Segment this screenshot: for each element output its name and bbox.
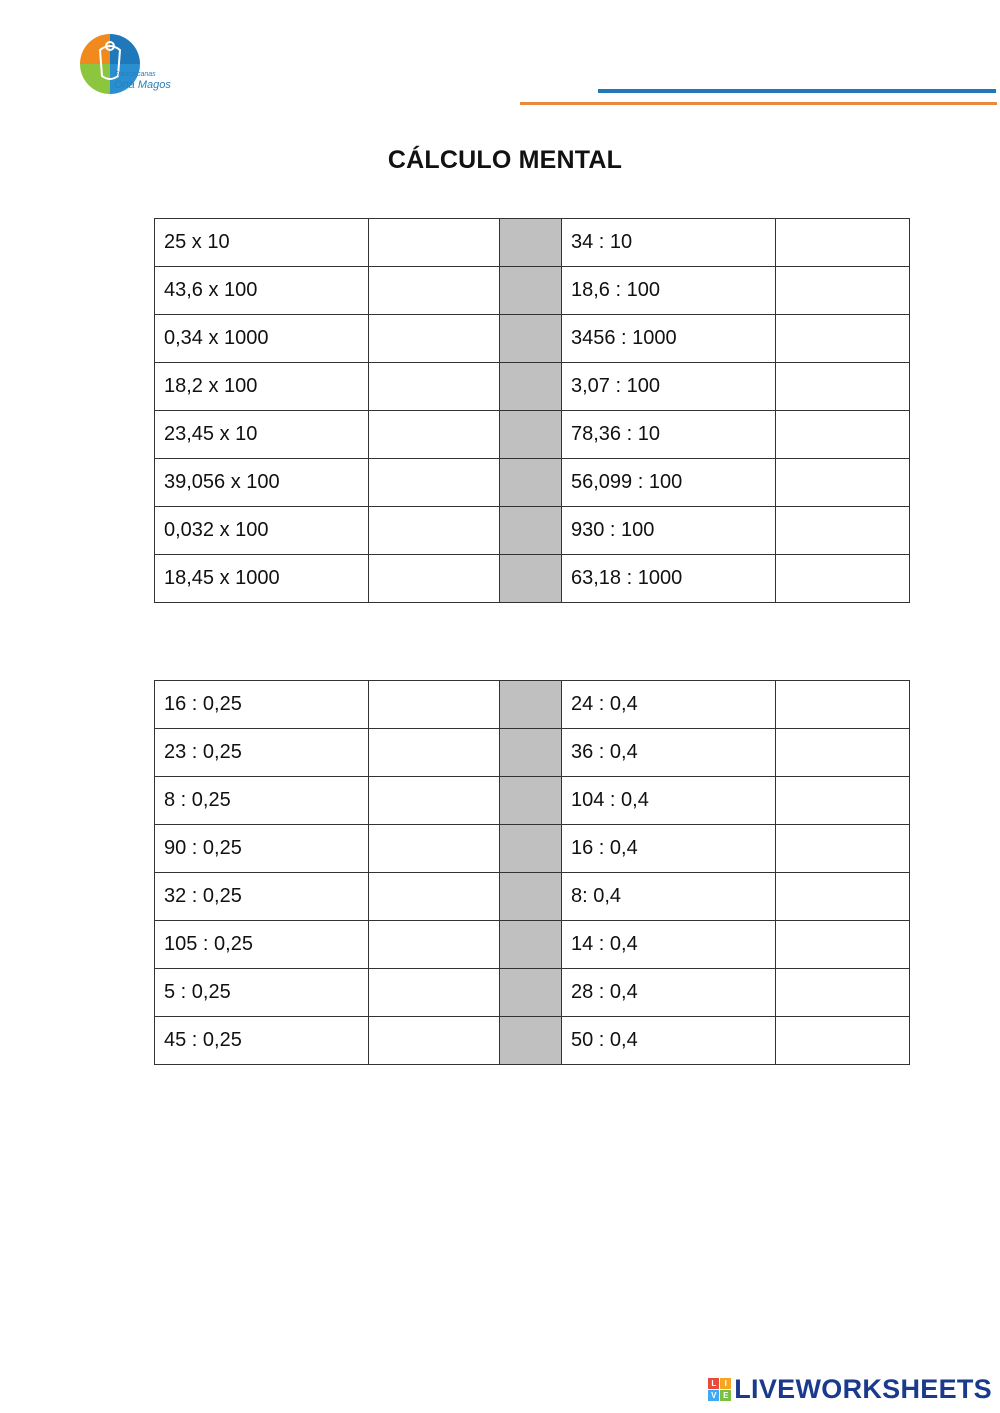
answer-left[interactable] <box>369 507 500 555</box>
school-logo <box>78 32 171 96</box>
table-row <box>155 555 910 603</box>
answer-right[interactable] <box>776 459 910 507</box>
operation-left: 43,6 x 100 <box>155 267 369 315</box>
operation-right: 8: 0,4 <box>562 873 776 921</box>
operation-left: 45 : 0,25 <box>155 1017 369 1065</box>
operation-right: 104 : 0,4 <box>562 777 776 825</box>
answer-right[interactable] <box>776 315 910 363</box>
operation-right: 34 : 10 <box>562 219 776 267</box>
separator-cell <box>500 921 562 969</box>
operation-left: 18,2 x 100 <box>155 363 369 411</box>
badge-letter: E <box>720 1390 731 1401</box>
operation-left: 18,45 x 1000 <box>155 555 369 603</box>
operation-left: 8 : 0,25 <box>155 777 369 825</box>
logo-text <box>114 70 171 90</box>
table-row <box>155 921 910 969</box>
table-row <box>155 1017 910 1065</box>
answer-right[interactable] <box>776 363 910 411</box>
logo-line1: Franciscanas <box>114 71 156 78</box>
liveworksheets-badge-icon <box>708 1378 731 1401</box>
operation-left: 32 : 0,25 <box>155 873 369 921</box>
separator-cell <box>500 825 562 873</box>
operation-right: 63,18 : 1000 <box>562 555 776 603</box>
separator-cell <box>500 315 562 363</box>
operation-right: 3,07 : 100 <box>562 363 776 411</box>
answer-right[interactable] <box>776 219 910 267</box>
answer-left[interactable] <box>369 729 500 777</box>
answer-left[interactable] <box>369 411 500 459</box>
operation-right: 28 : 0,4 <box>562 969 776 1017</box>
answer-left[interactable] <box>369 315 500 363</box>
badge-letter: L <box>708 1378 719 1389</box>
badge-letter: I <box>720 1378 731 1389</box>
separator-cell <box>500 555 562 603</box>
table-row <box>155 873 910 921</box>
answer-left[interactable] <box>369 219 500 267</box>
operation-left: 0,032 x 100 <box>155 507 369 555</box>
table-row <box>155 507 910 555</box>
operation-right: 36 : 0,4 <box>562 729 776 777</box>
answer-right[interactable] <box>776 681 910 729</box>
answer-right[interactable] <box>776 1017 910 1065</box>
table-row <box>155 219 910 267</box>
operation-right: 24 : 0,4 <box>562 681 776 729</box>
answer-left[interactable] <box>369 363 500 411</box>
operation-right: 18,6 : 100 <box>562 267 776 315</box>
header-rule-orange <box>520 102 997 105</box>
answer-right[interactable] <box>776 555 910 603</box>
operation-right: 56,099 : 100 <box>562 459 776 507</box>
separator-cell <box>500 777 562 825</box>
answer-left[interactable] <box>369 777 500 825</box>
table-row <box>155 363 910 411</box>
operation-left: 90 : 0,25 <box>155 825 369 873</box>
division-decimal-table <box>154 680 910 1065</box>
answer-left[interactable] <box>369 921 500 969</box>
page-title: CÁLCULO MENTAL <box>387 146 623 174</box>
answer-right[interactable] <box>776 411 910 459</box>
separator-cell <box>500 411 562 459</box>
answer-left[interactable] <box>369 1017 500 1065</box>
badge-letter: V <box>708 1390 719 1401</box>
answer-right[interactable] <box>776 969 910 1017</box>
table-row <box>155 777 910 825</box>
separator-cell <box>500 219 562 267</box>
table-row <box>155 681 910 729</box>
logo-line2: Ona Magos <box>114 79 171 91</box>
separator-cell <box>500 873 562 921</box>
table-row <box>155 825 910 873</box>
operation-left: 105 : 0,25 <box>155 921 369 969</box>
separator-cell <box>500 363 562 411</box>
answer-left[interactable] <box>369 681 500 729</box>
answer-right[interactable] <box>776 267 910 315</box>
header-rule-blue <box>598 89 996 93</box>
multiplication-division-table <box>154 218 910 603</box>
operation-right: 3456 : 1000 <box>562 315 776 363</box>
answer-right[interactable] <box>776 921 910 969</box>
operation-left: 23 : 0,25 <box>155 729 369 777</box>
separator-cell <box>500 507 562 555</box>
separator-cell <box>500 681 562 729</box>
separator-cell <box>500 969 562 1017</box>
separator-cell <box>500 267 562 315</box>
table-row <box>155 315 910 363</box>
answer-left[interactable] <box>369 267 500 315</box>
operation-left: 23,45 x 10 <box>155 411 369 459</box>
separator-cell <box>500 729 562 777</box>
liveworksheets-brand: LIVEWORKSHEETS <box>734 1374 992 1404</box>
answer-right[interactable] <box>776 873 910 921</box>
operation-right: 50 : 0,4 <box>562 1017 776 1065</box>
operation-right: 16 : 0,4 <box>562 825 776 873</box>
answer-left[interactable] <box>369 825 500 873</box>
table-row <box>155 969 910 1017</box>
table-row <box>155 411 910 459</box>
operation-right: 14 : 0,4 <box>562 921 776 969</box>
separator-cell <box>500 1017 562 1065</box>
answer-left[interactable] <box>369 969 500 1017</box>
operation-left: 5 : 0,25 <box>155 969 369 1017</box>
answer-left[interactable] <box>369 459 500 507</box>
operation-left: 25 x 10 <box>155 219 369 267</box>
answer-right[interactable] <box>776 507 910 555</box>
answer-left[interactable] <box>369 873 500 921</box>
operation-left: 16 : 0,25 <box>155 681 369 729</box>
operation-right: 930 : 100 <box>562 507 776 555</box>
answer-left[interactable] <box>369 555 500 603</box>
separator-cell <box>500 459 562 507</box>
answer-right[interactable] <box>776 729 910 777</box>
answer-right[interactable] <box>776 777 910 825</box>
table-row <box>155 459 910 507</box>
table-row <box>155 267 910 315</box>
operation-left: 0,34 x 1000 <box>155 315 369 363</box>
operation-right: 78,36 : 10 <box>562 411 776 459</box>
liveworksheets-footer <box>708 1374 992 1405</box>
operation-left: 39,056 x 100 <box>155 459 369 507</box>
answer-right[interactable] <box>776 825 910 873</box>
table-row <box>155 729 910 777</box>
